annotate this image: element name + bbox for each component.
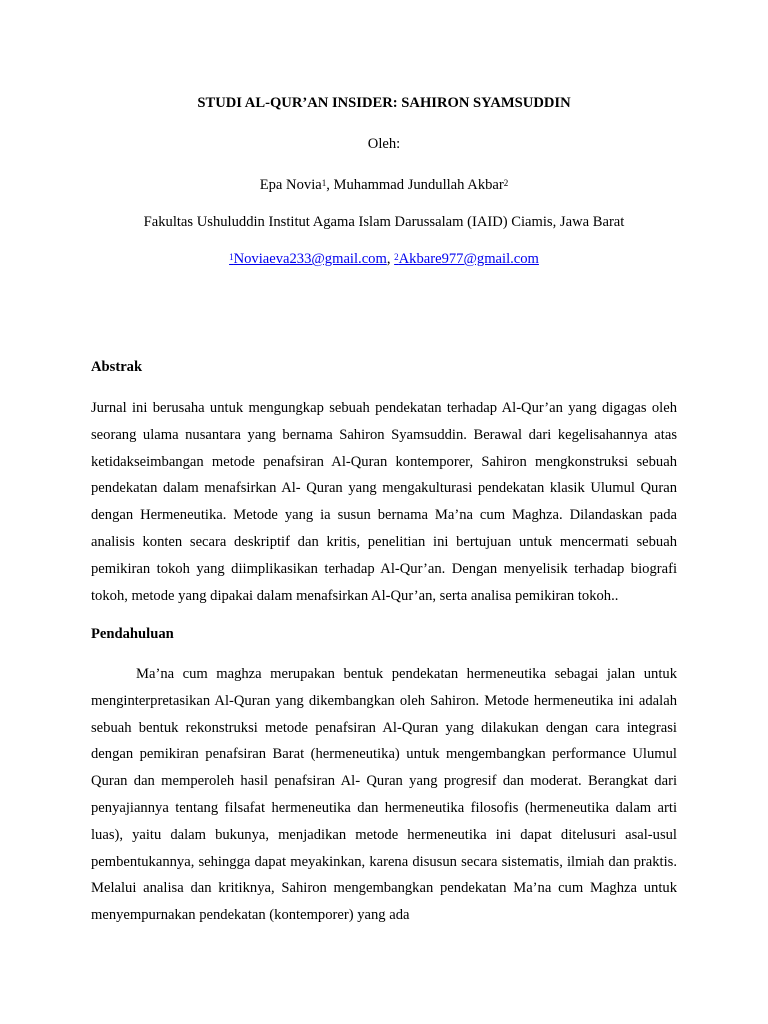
email-2-superscript: 2 (394, 252, 399, 262)
by-label: Oleh: (367, 136, 401, 152)
email-1-superscript: 1 (229, 252, 234, 262)
email-1-text: Noviaeva233@gmail.com (233, 251, 387, 267)
email-line (0, 249, 768, 269)
author-1-superscript: 1 (321, 178, 327, 188)
author-name-1: Epa Novia (259, 177, 322, 193)
abstract-paragraph: Jurnal ini berusaha untuk mengungkap sebuah pendekatan terhadap Al-Qur’an yang digagas oleh seorang ulama nusantara yang bernama Sahiron Syamsuddin. Berawal dari kegelisahannya atas ketidakseimbangan metode penafsiran Al-Quran kontemporer, Sahiron mengkonstruksi sebuah pendekatan dalam menafsirkan Al- Quran yang mengakulturasi pendekatan klasik Ulumul Quran dengan Hermeneutika. Metode yang ia susun bernama Ma’na cum Maghza. Dilandaskan pada analisis konten secara deskriptif dan kritis, penelitian ini bertujuan untuk mencermati sebuah pemikiran tokoh yang diimplikasikan terhadap Al-Qur’an. Dengan menyelisik terhadap biografi tokoh, metode yang dipakai dalam menafsirkan Al-Qur’an, serta analisa pemikiran tokoh.. (91, 400, 677, 604)
paper-title: STUDI AL-QUR’AN INSIDER: SAHIRON SYAMSUDDIN (197, 95, 571, 111)
abstract-heading: Abstrak (91, 359, 143, 375)
introduction-heading: Pendahuluan (91, 626, 174, 642)
author-separator: , (326, 177, 334, 193)
affiliation: Fakultas Ushuluddin Institut Agama Islam Darussalam (IAID) Ciamis, Jawa Barat (143, 214, 625, 230)
email-separator: , (386, 251, 395, 267)
email-link-2[interactable] (394, 251, 539, 267)
author-name-2: Muhammad Jundullah Akbar (333, 177, 504, 193)
email-link-1[interactable] (229, 251, 387, 267)
author-line (0, 175, 768, 195)
introduction-paragraph: Ma’na cum maghza merupakan bentuk pendekatan hermeneutika sebagai jalan untuk menginterpretasikan Al-Quran yang dikembangkan oleh Sahiron. Metode hermeneutika ini adalah sebuah bentuk rekonstruksi metode penafsiran Al-Quran yang dilakukan dengan cara integrasi dengan pemikiran penafsiran Barat (hermeneutika) untuk mengembangkan performance Ulumul Quran dan memperoleh hasil penafsiran Al- Quran yang progresif dan moderat. Berangkat dari penyajiannya tentang filsafat hermeneutika dan hermeneutika filosofis (hermeneutika dalam arti luas), yaitu dalam bukunya, menjadikan metode hermeneutika ini dapat ditelusuri asal-usul pembentukannya, sehingga dapat meyakinkan, karena disusun secara sistematis, ilmiah dan praktis. Melalui analisa dan kritiknya, Sahiron mengembangkan pendekatan Ma’na cum Maghza untuk menyempurnakan pendekatan (kontemporer) yang ada (91, 666, 677, 924)
author-2-superscript: 2 (503, 178, 509, 188)
email-2-text: Akbare977@gmail.com (398, 251, 539, 267)
